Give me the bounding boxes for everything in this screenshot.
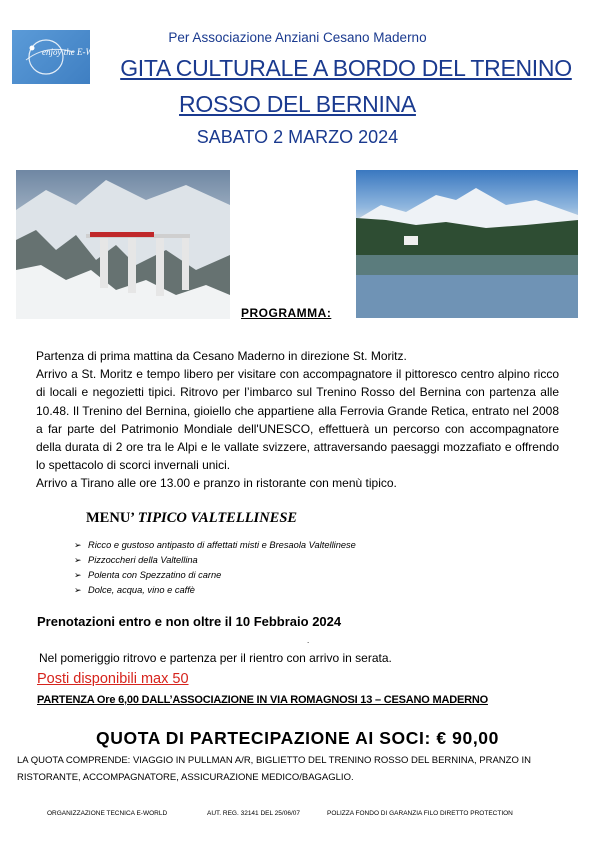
footer-org: ORGANIZZAZIONE TECNICA E-WORLD (47, 810, 168, 817)
menu-heading-italic: TIPICO VALTELLINESE (137, 510, 298, 526)
list-item (74, 538, 474, 553)
price-heading: QUOTA DI PARTECIPAZIONE AI SOCI: € 90,00 (96, 728, 499, 748)
footer-policy: POLIZZA FONDO DI GARANZIA FILO DIRETTO PROTECTION (327, 810, 513, 817)
menu-heading (86, 510, 297, 527)
departure-info: PARTENZA Ore 6,00 DALL’ASSOCIAZIONE IN VIA ROMAGNOSI 13 – CESANO MADERNO (37, 694, 488, 706)
organizer-line: Per Associazione Anziani Cesano Maderno (168, 30, 427, 45)
menu-list (74, 538, 474, 598)
arrow-bullet-icon: ➢ (74, 570, 82, 580)
logo-text: enjoy the E-World (42, 47, 108, 57)
program-paragraph-3: Arrivo a Tirano alle ore 13.00 e pranzo in ristorante con menù tipico. (36, 476, 397, 491)
return-info: Nel pomeriggio ritrovo e partenza per il rientro con arrivo in serata. (39, 651, 392, 665)
program-paragraph-2: Arrivo a St. Moritz e tempo libero per visitare con accompagnatore il pittoresco centro alpino ricco di locali e negozietti tipici. Ritrovo per l’imbarco sul Trenino Rosso del Bernina con partenza alle 10.48. Il Trenino del Bernina, gioiello che appartiene alla Ferrovia Grande Retica, entrato nel 2008 a far parte del Patrimonio Mondiale dell'UNESCO, effettuerà un percorso con accompagnatore della durata di 2 ore tra le Alpi e le vallate svizzere, attraversando paesaggi mozzafiato e offrendo lo spettacolo di scorci invernali unici. (36, 367, 559, 473)
menu-item-text: Dolce, acqua, vino e caffè (88, 585, 195, 595)
separator-dot: . (307, 636, 310, 645)
list-item (74, 568, 474, 583)
menu-item-text: Polenta con Spezzatino di carne (88, 570, 222, 580)
footer-registration: AUT. REG. 32141 DEL 25/06/07 (207, 810, 300, 817)
list-item (74, 553, 474, 568)
program-paragraph-1: Partenza di prima mattina da Cesano Maderno in direzione St. Moritz. (36, 349, 407, 363)
program-description (36, 347, 559, 493)
program-heading: PROGRAMMA: (241, 306, 332, 320)
menu-item-text: Pizzoccheri della Valtellina (88, 555, 198, 565)
page-title-line1: GITA CULTURALE A BORDO DEL TRENINO (120, 55, 572, 81)
page-title-line2: ROSSO DEL BERNINA (179, 91, 416, 117)
list-item (74, 583, 474, 598)
arrow-bullet-icon: ➢ (74, 540, 82, 550)
booking-deadline: Prenotazioni entro e non oltre il 10 Febbraio 2024 (37, 614, 342, 629)
menu-item-text: Ricco e gustoso antipasto di affettati misti e Bresaola Valtellinese (88, 540, 356, 550)
arrow-bullet-icon: ➢ (74, 585, 82, 595)
arrow-bullet-icon: ➢ (74, 555, 82, 565)
menu-heading-plain: MENU’ (86, 510, 138, 526)
st-moritz-lake-photo (356, 170, 578, 318)
price-includes: LA QUOTA COMPRENDE: VIAGGIO IN PULLMAN A/R, BIGLIETTO DEL TRENINO ROSSO DEL BERNINA, PRANZO IN RISTORANTE, ACCOMPAGNATORE, ASSICURAZIONE MEDICO/BAGAGLIO. (17, 755, 531, 783)
event-date: SABATO 2 MARZO 2024 (196, 127, 399, 147)
bernina-viaduct-photo (16, 170, 230, 319)
seats-available: Posti disponibili max 50 (37, 671, 189, 687)
